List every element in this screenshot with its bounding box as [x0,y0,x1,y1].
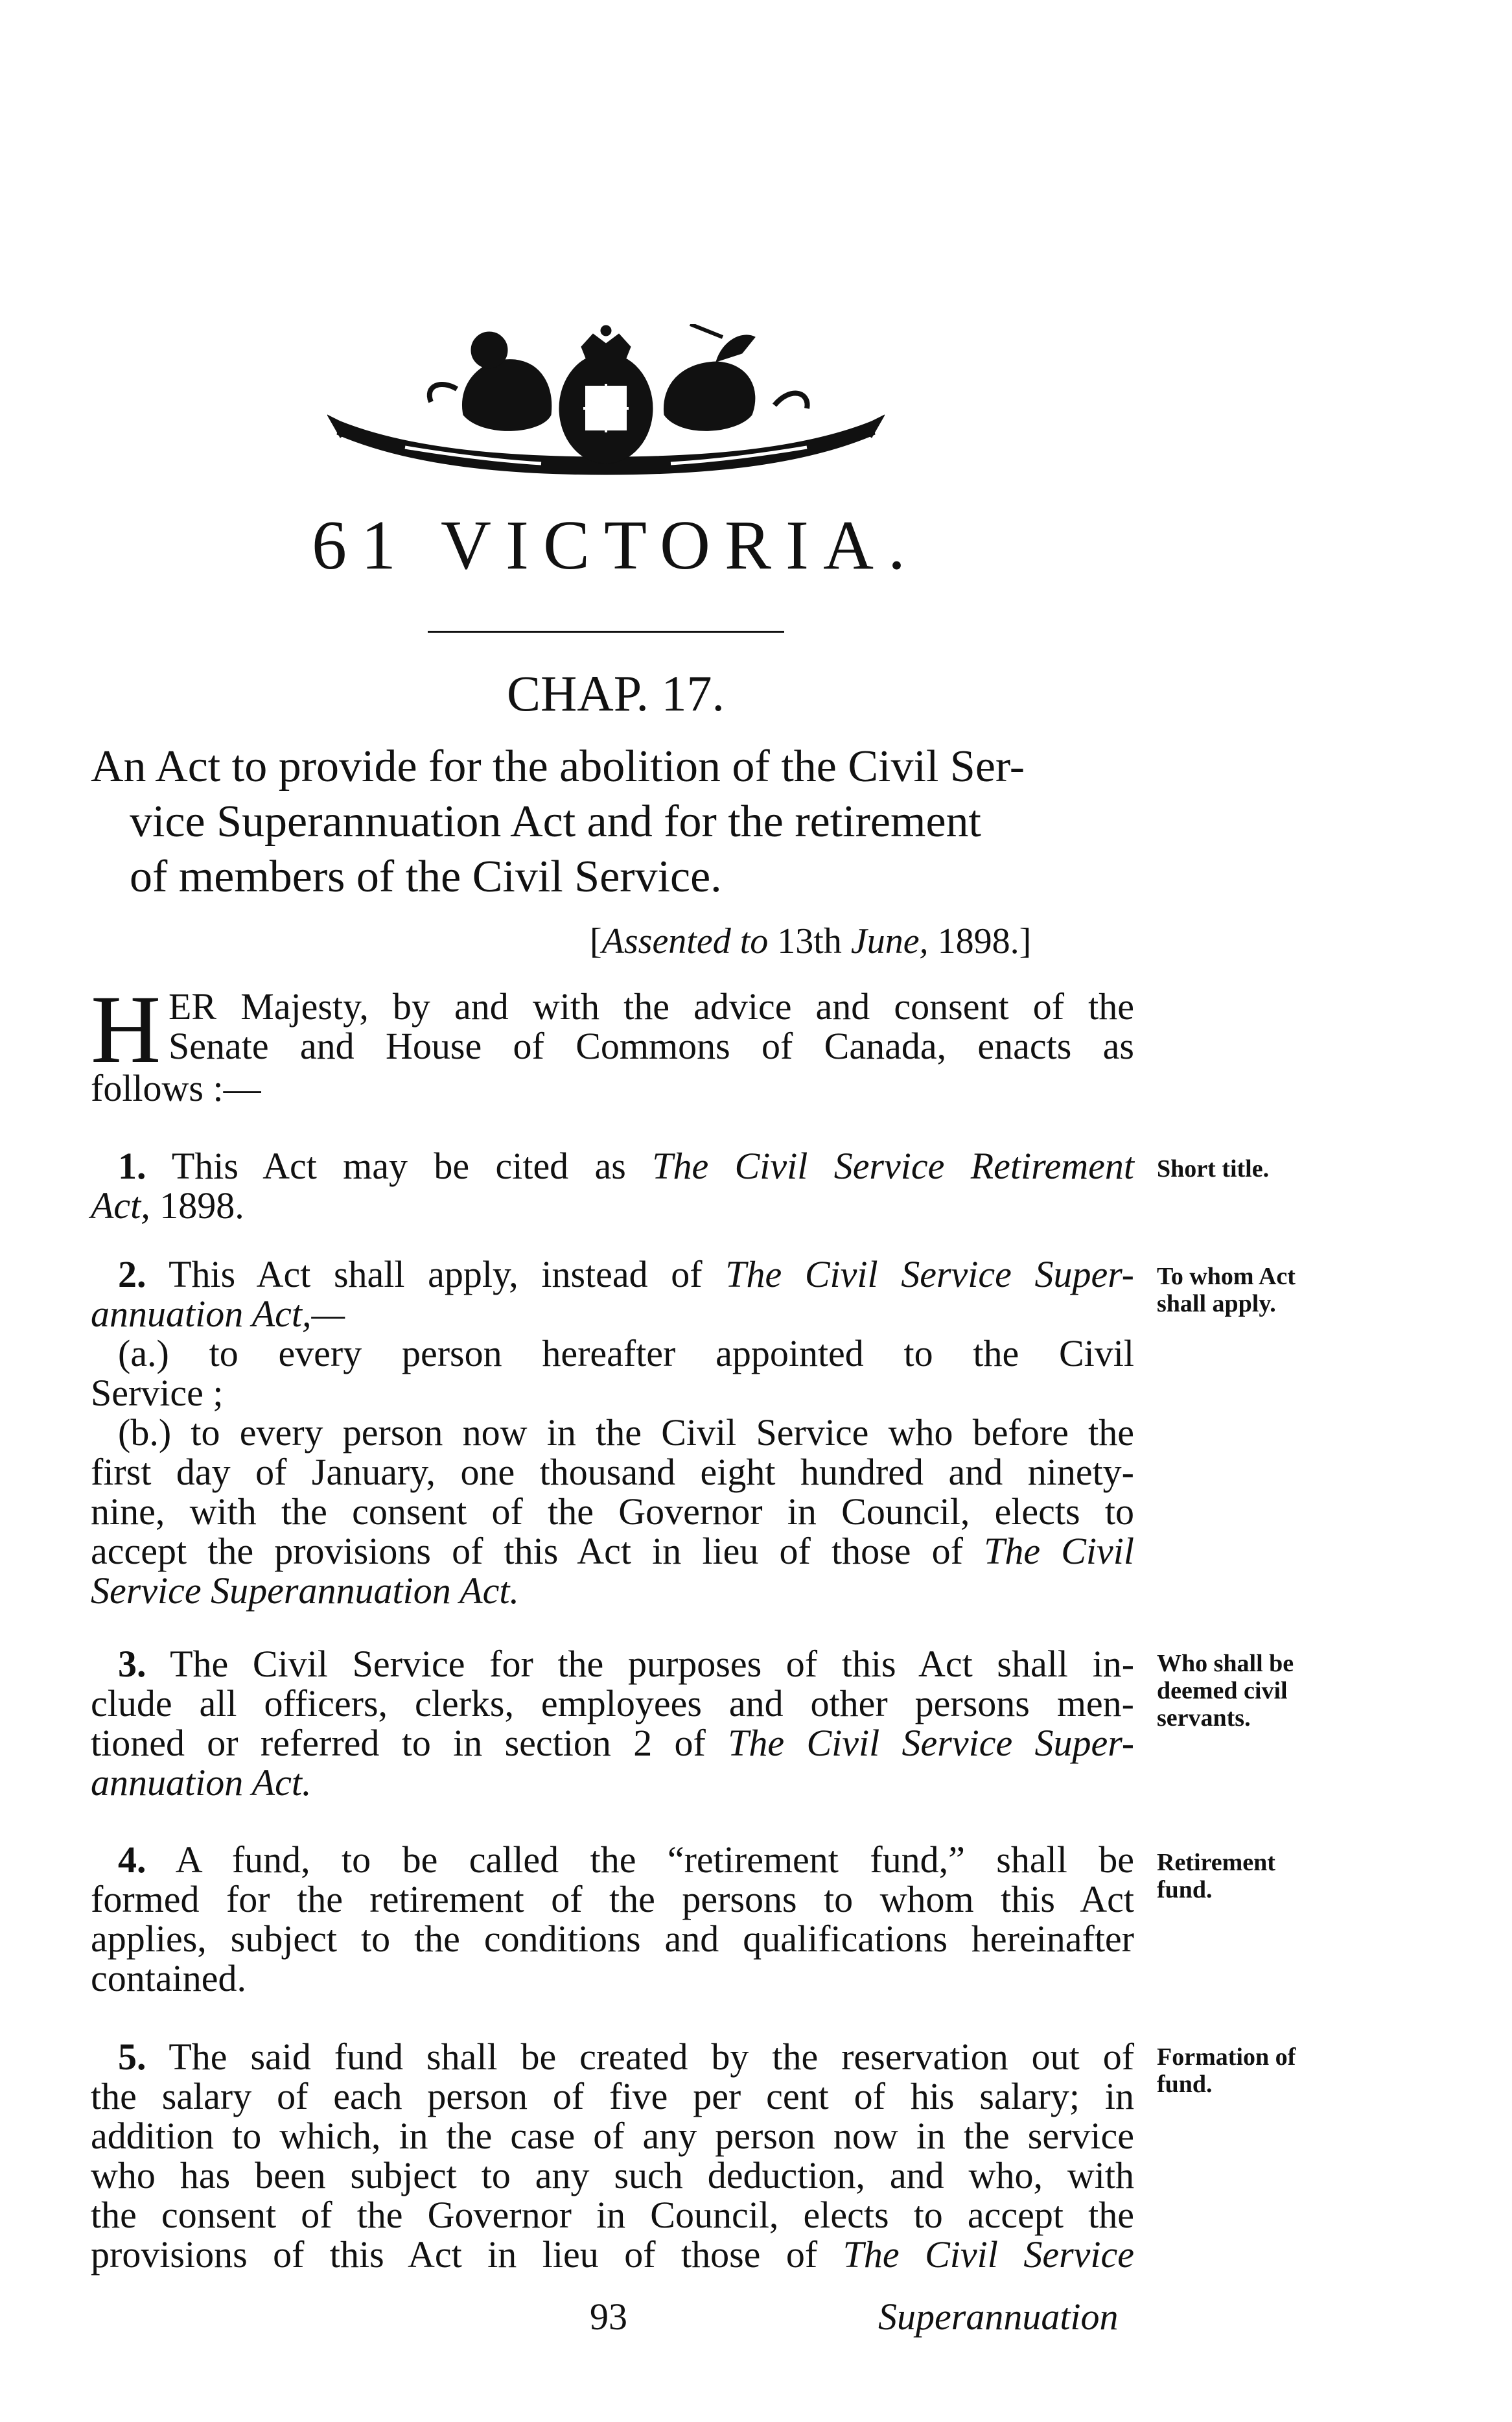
section-number: 1. [118,1145,146,1187]
act-name: The Civil Service Super- [728,1722,1135,1764]
section-text: who has been subject to any such deduction, and who, with [91,2154,1134,2196]
preamble-line: follows :— [91,1067,261,1109]
section-5 [91,2037,1134,2274]
paragraph-a: Service ; [91,1372,224,1414]
long-title [91,739,1141,904]
paragraph-b: first day of January, one thousand eight hundred and ninety- [91,1451,1134,1493]
heading-divider [428,631,784,633]
act-name: The Civil Service Retirement [652,1145,1135,1187]
section-text: This Act shall apply, instead of [169,1253,703,1295]
section-text: applies, subject to the conditions and qualifications hereinafter [91,1918,1134,1960]
margin-note-line: Short title. [1157,1155,1270,1182]
act-name: annuation Act,— [91,1293,345,1335]
long-title-line: of members of the Civil Service. [130,852,722,902]
act-name: The Civil Service Super- [725,1253,1134,1295]
reign-heading: 61 VICTORIA. [311,507,920,584]
assent-bracket: [ [590,921,602,961]
margin-note-line: To whom Act [1157,1263,1296,1290]
assent-year: 1898.] [937,921,1032,961]
paragraph-b: (b.) to every person now in the Civil Service who before the [118,1411,1134,1453]
margin-note-line: Retirement [1157,1849,1275,1876]
margin-note-line: shall apply. [1157,1290,1276,1317]
long-title-line: An Act to provide for the abolition of the Civil Ser- [91,742,1025,792]
act-name: annuation Act. [91,1761,312,1804]
act-name: Service Superannuation Act. [91,1570,519,1612]
royal-coat-of-arms-icon [327,324,885,480]
catchword: Superannuation [878,2296,1119,2338]
long-title-line: vice Superannuation Act and for the retirement [130,797,981,847]
paragraph-b: accept the provisions of this Act in lieu of those of [91,1530,963,1572]
assent-day: 13th [777,921,842,961]
section-text: This Act may be cited as [171,1145,626,1187]
section-text: the salary of each person of five per cent of his salary; in [91,2075,1134,2117]
assent-date [590,921,1031,962]
section-text: clude all officers, clerks, employees and other persons men- [91,1682,1134,1724]
margin-note-line: Who shall be [1157,1650,1294,1677]
paragraph-b: nine, with the consent of the Governor in Council, elects to [91,1490,1134,1533]
section-number: 3. [118,1643,146,1685]
section-text: formed for the retirement of the persons to whom this Act [91,1878,1134,1920]
margin-note-line: deemed civil [1157,1677,1288,1704]
section-number: 4. [118,1839,146,1881]
margin-note-line: fund. [1157,1876,1213,1903]
section-text: A fund, to be called the “retirement fund,” shall be [175,1839,1134,1881]
section-number: 5. [118,2036,146,2078]
paragraph-a: (a.) to every person hereafter appointed to the Civil [118,1332,1134,1374]
section-1 [91,1146,1134,1225]
act-name: The Civil Service [843,2233,1134,2275]
section-text: 1898. [159,1184,244,1227]
assent-label: Assented to [601,921,769,961]
page-number: 93 [590,2296,627,2338]
section-text: contained. [91,1957,246,1999]
margin-note-line: servants. [1157,1704,1251,1732]
section-text: addition to which, in the case of any person now in the service [91,2115,1134,2157]
section-3 [91,1644,1134,1802]
chapter-heading: CHAP. 17. [507,665,725,722]
preamble-line: ER Majesty, by and with the advice and consent of the [169,985,1134,1028]
margin-note-civil-servants [1157,1650,1351,1732]
assent-month: June, [850,921,929,961]
section-text: the consent of the Governor in Council, elects to accept the [91,2194,1134,2236]
section-text: The said fund shall be created by the reservation out of [169,2036,1135,2078]
section-text: The Civil Service for the purposes of this Act shall in- [170,1643,1135,1685]
margin-note-retirement-fund [1157,1849,1351,1903]
preamble-line: Senate and House of Commons of Canada, enacts as [169,1025,1134,1067]
act-name: The Civil [984,1530,1134,1572]
section-text: provisions of this Act in lieu of those of [91,2233,818,2275]
margin-note-short-title [1157,1155,1351,1182]
act-name: Act, [91,1184,150,1227]
section-2 [91,1254,1134,1610]
margin-note-formation [1157,2043,1351,2098]
enacting-clause [169,987,1134,1066]
margin-note-line: fund. [1157,2071,1213,2098]
section-4 [91,1840,1134,1998]
margin-note-to-whom [1157,1263,1351,1317]
section-text: tioned or referred to in section 2 of [91,1722,706,1764]
section-number: 2. [118,1253,146,1295]
drop-cap: H [91,976,161,1083]
margin-note-line: Formation of [1157,2043,1296,2071]
